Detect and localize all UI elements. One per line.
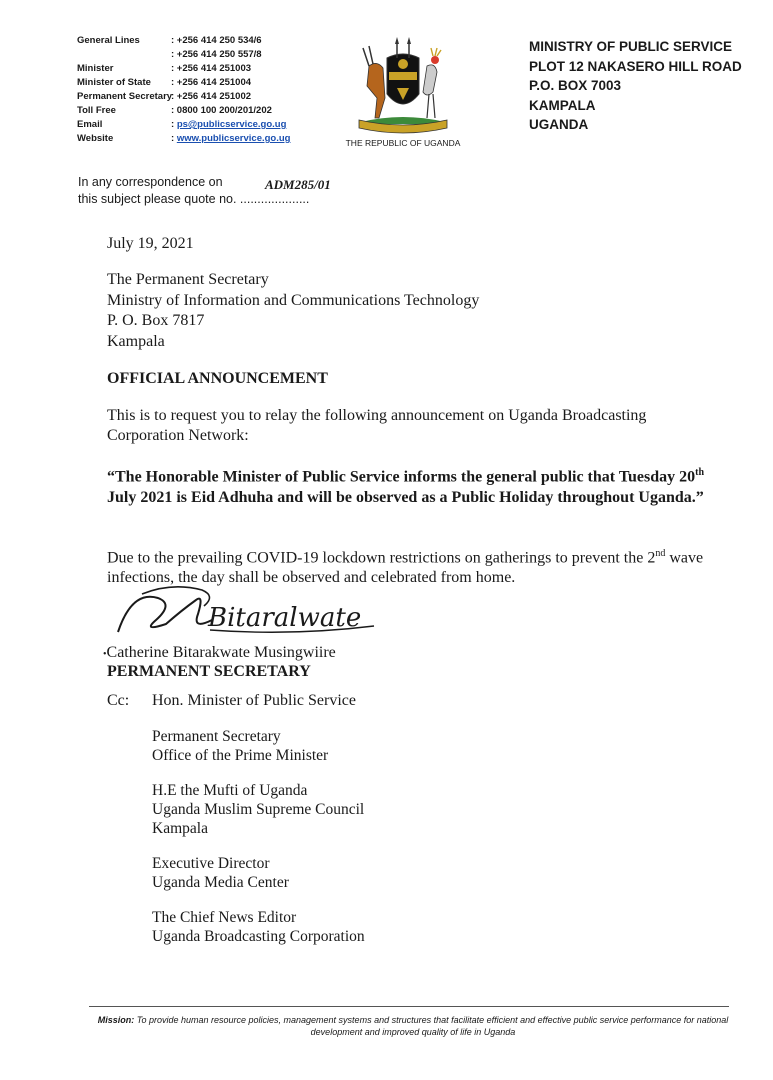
contact-label: Permanent Secretary <box>77 91 173 102</box>
request-paragraph: This is to request you to relay the following announcement on Uganda Broadcasting Corporation Network: <box>107 407 647 444</box>
address-line: UGANDA <box>529 117 589 132</box>
svg-text:Bitaralwate: Bitaralwate <box>208 603 362 633</box>
reference-number: ADM285/01 <box>265 177 331 192</box>
contact-value: : +256 414 250 534/6 <box>171 35 262 46</box>
uganda-coat-of-arms-icon <box>347 36 459 136</box>
contact-row <box>77 48 290 62</box>
cc-recipient-line: Uganda Media Center <box>152 874 289 891</box>
contact-row <box>77 118 290 132</box>
recipient-address <box>107 270 479 352</box>
address-line: PLOT 12 NAKASERO HILL ROAD <box>529 58 742 74</box>
announcement-quote <box>107 463 707 508</box>
contact-row <box>77 90 290 104</box>
mission-label: Mission: <box>97 1015 135 1025</box>
cc-recipient <box>152 727 365 765</box>
contact-label: Minister <box>77 63 114 74</box>
recipient-line: Kampala <box>107 332 165 350</box>
cc-recipient-line: Kampala <box>152 820 208 837</box>
website-link[interactable]: www.publicservice.go.ug <box>176 133 291 144</box>
cc-list <box>152 727 365 962</box>
cc-first-recipient: Hon. Minister of Public Service <box>152 692 356 709</box>
quote-superscript: th <box>695 467 705 478</box>
cc-recipient-line: Office of the Prime Minister <box>152 747 329 764</box>
quote-text-part-1: “The Honorable Minister of Public Service informs the general public that Tuesday 20 <box>107 468 696 486</box>
covid-text-part-1: Due to the prevailing COVID-19 lockdown restrictions on gatherings to prevent the 2 <box>107 549 656 567</box>
cc-recipient-line: The Chief News Editor <box>152 909 297 926</box>
contact-label: Toll Free <box>77 105 116 116</box>
mission-statement <box>88 1014 738 1038</box>
contact-value-prefix: : <box>171 119 177 130</box>
cc-recipient-line: H.E the Mufti of Uganda <box>152 782 308 799</box>
quote-text-part-2: July 2021 is Eid Adhuha and will be observed as a Public Holiday throughout Uganda.” <box>107 488 704 506</box>
contact-label: Minister of State <box>77 77 151 88</box>
signatory-name-text: Catherine Bitarakwate Musingwiire <box>106 644 336 661</box>
contact-label: General Lines <box>77 35 140 46</box>
contact-value <box>171 132 290 146</box>
crest-caption: THE REPUBLIC OF UGANDA <box>345 138 461 148</box>
contact-value: : +256 414 251003 <box>171 63 252 74</box>
contact-row <box>77 34 290 48</box>
letter-heading: OFFICIAL ANNOUNCEMENT <box>107 370 328 387</box>
letter-date: July 19, 2021 <box>107 235 194 252</box>
contact-row <box>77 76 290 90</box>
contact-row <box>77 104 290 118</box>
mission-text: To provide human resource policies, management systems and structures that facilitate efficient and effective public service performance for national development and improved quality of life in Uganda <box>136 1015 729 1037</box>
correspondence-line-2: this subject please quote no. .................... <box>78 192 310 206</box>
footer-divider <box>89 1006 729 1007</box>
contact-value: : +256 414 251004 <box>171 77 252 88</box>
signatory-name: •Catherine Bitarakwate Musingwiire <box>103 644 336 661</box>
contact-value <box>171 118 286 132</box>
address-line: P.O. BOX 7003 <box>529 78 622 93</box>
cc-label: Cc: <box>107 692 130 709</box>
address-line: MINISTRY OF PUBLIC SERVICE <box>529 39 733 54</box>
contact-label: Website <box>77 133 114 144</box>
cc-recipient-line: Uganda Broadcasting Corporation <box>152 928 365 945</box>
contact-value-prefix: : <box>171 133 177 144</box>
covid-superscript: nd <box>655 548 666 559</box>
recipient-line: Ministry of Information and Communications Technology <box>107 291 480 309</box>
cc-recipient <box>152 781 365 838</box>
contact-value: : +256 414 251002 <box>171 91 252 102</box>
handwritten-signature <box>112 580 392 645</box>
cc-recipient <box>152 908 365 946</box>
recipient-line: The Permanent Secretary <box>107 271 269 288</box>
covid-text-part-2: wave infections, the day shall be observed and celebrated from home. <box>107 549 704 587</box>
signatory-title: PERMANENT SECRETARY <box>107 663 311 680</box>
contact-label <box>77 48 171 62</box>
contact-row <box>77 62 290 76</box>
contact-value: : 0800 100 200/201/202 <box>171 105 272 116</box>
correspondence-line-1: In any correspondence on <box>78 175 223 189</box>
address-line: KAMPALA <box>529 97 596 113</box>
cc-recipient <box>152 854 365 892</box>
ministry-address <box>529 37 742 135</box>
cc-recipient-line: Permanent Secretary <box>152 728 281 745</box>
contact-row <box>77 132 290 146</box>
contact-label: Email <box>77 119 103 130</box>
contact-value: : +256 414 250 557/8 <box>171 49 262 60</box>
cc-recipient-line: Uganda Muslim Supreme Council <box>152 801 365 818</box>
coat-of-arms <box>343 36 463 148</box>
contact-details <box>77 34 290 146</box>
email-link[interactable]: ps@publicservice.go.ug <box>176 119 287 130</box>
recipient-line: P. O. Box 7817 <box>107 312 205 329</box>
cc-recipient-line: Executive Director <box>152 855 270 872</box>
